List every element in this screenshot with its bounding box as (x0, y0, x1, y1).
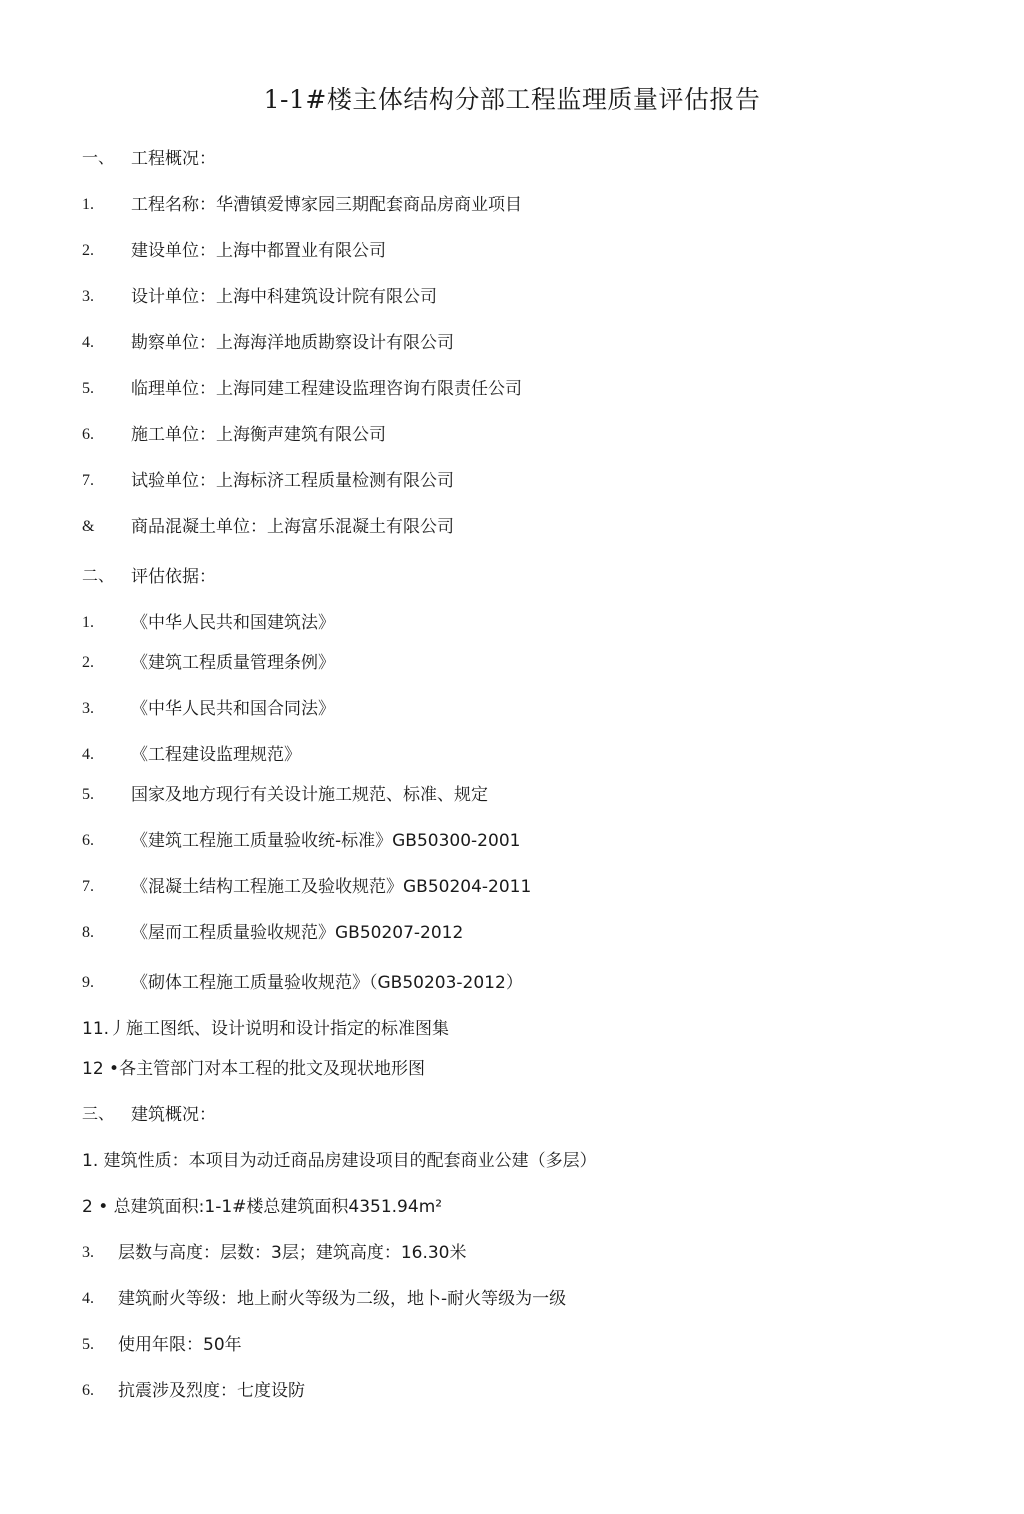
item-text: 建筑耐火等级：地上耐火等级为二级，地卜-耐火等级为一级 (118, 1289, 567, 1309)
item-number: 4. (82, 1290, 94, 1307)
item-text: 11.丿施工图纸、设计说明和设计指定的标准图集 (82, 1019, 450, 1039)
item-number: 9. (82, 974, 94, 991)
item-text: 2 • 总建筑面积:1-1#楼总建筑面积4351.94m² (82, 1197, 443, 1217)
item-text: 《建筑工程质量管理条例》 (131, 653, 335, 673)
item-number: 2. (82, 654, 94, 671)
item-number: 1. (82, 614, 94, 631)
item-number: 1. (82, 196, 94, 213)
item-number: 6. (82, 832, 94, 849)
item-number: & (82, 518, 95, 535)
item-text: 《混凝土结构工程施工及验收规范》GB50204-2011 (131, 877, 532, 897)
section-title: 评估依据： (131, 567, 216, 587)
item-number: 5. (82, 1336, 94, 1353)
item-text: 层数与高度：层数：3层；建筑高度：16.30米 (118, 1243, 467, 1263)
item-text: 商品混凝土单位：上海富乐混凝土有限公司 (131, 517, 454, 537)
section-number: 二、 (82, 568, 115, 585)
item-text: 施工单位：上海衡声建筑有限公司 (131, 425, 386, 445)
item-text: 《中华人民共和国建筑法》 (131, 613, 335, 633)
item-text: 1. 建筑性质：本项目为动迁商品房建设项目的配套商业公建（多层） (82, 1151, 597, 1171)
page-title: 1-1#楼主体结构分部工程监理质量评估报告 (263, 85, 761, 114)
item-text: 建设单位：上海中都置业有限公司 (131, 241, 386, 261)
item-text: 《屋而工程质量验收规范》GB50207-2012 (131, 923, 464, 943)
item-text: 《建筑工程施工质量验收统-标准》GB50300-2001 (131, 831, 521, 851)
item-number: 2. (82, 242, 94, 259)
item-number: 4. (82, 746, 94, 763)
item-text: 使用年限：50年 (118, 1335, 242, 1355)
section-number: 三、 (82, 1106, 115, 1123)
item-text: 《砌体工程施工质量验收规范》（GB50203-2012） (131, 973, 523, 993)
item-text: 国家及地方现行有关设计施工规范、标准、规定 (131, 785, 488, 805)
item-number: 7. (82, 472, 94, 489)
item-text: 工程名称：华漕镇爱博家园三期配套商品房商业项目 (131, 195, 522, 215)
item-number: 5. (82, 786, 94, 803)
item-number: 6. (82, 1382, 94, 1399)
item-number: 7. (82, 878, 94, 895)
item-number: 3. (82, 288, 94, 305)
item-number: 5. (82, 380, 94, 397)
section-title: 工程概况： (131, 149, 216, 169)
section-number: 一、 (82, 150, 115, 167)
item-number: 8. (82, 924, 94, 941)
item-number: 6. (82, 426, 94, 443)
section-title: 建筑概况： (131, 1105, 216, 1125)
item-text: 抗震涉及烈度：七度设防 (118, 1381, 305, 1401)
item-text: 临理单位：上海同建工程建设监理咨询冇限责任公司 (131, 379, 522, 399)
item-number: 3. (82, 1244, 94, 1261)
item-text: 试验单位：上海标济工程质量检测有限公司 (131, 471, 454, 491)
item-number: 4. (82, 334, 94, 351)
item-text: 12 •各主管部门对本工程的批文及现状地形图 (82, 1059, 426, 1079)
item-text: 勘察单位：上海海洋地质勘察设计有限公司 (131, 333, 454, 353)
item-text: 《工程建设监理规范》 (131, 745, 301, 765)
item-text: 《中华人民共和国合同法》 (131, 699, 335, 719)
item-text: 设计单位：上海中科建筑设计院有限公司 (131, 287, 437, 307)
item-number: 3. (82, 700, 94, 717)
